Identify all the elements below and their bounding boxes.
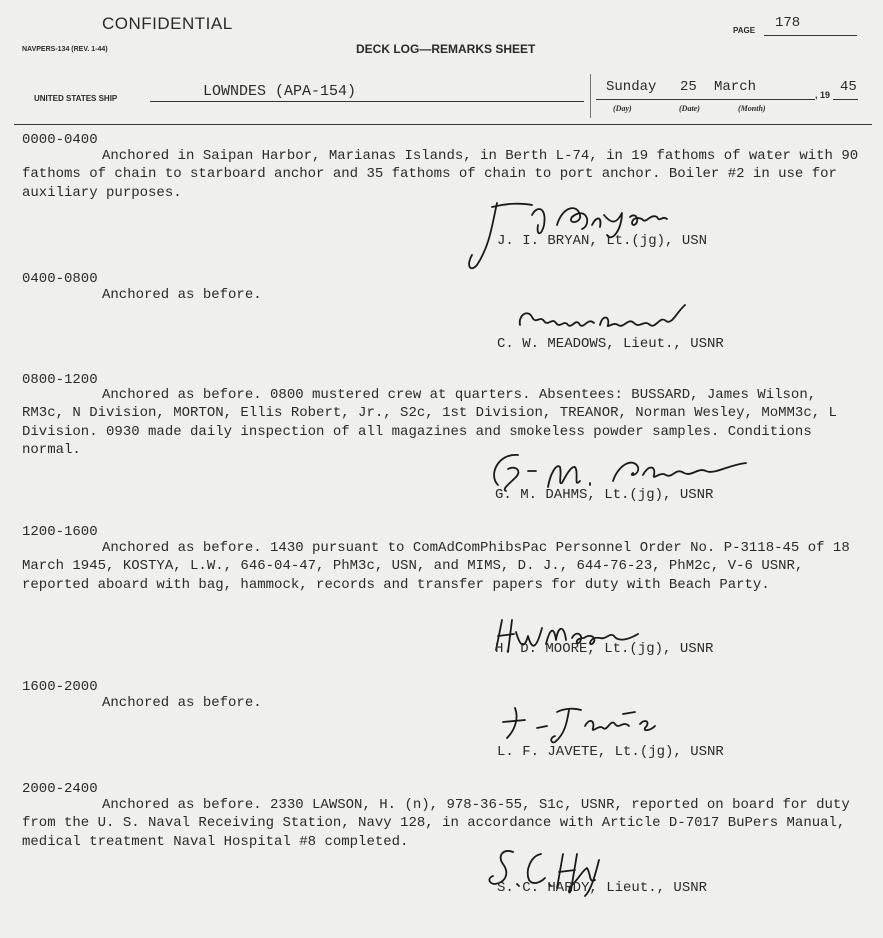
page-number: 178 bbox=[775, 15, 801, 31]
date-value: 25 bbox=[680, 79, 697, 95]
ship-name: LOWNDES (APA-154) bbox=[203, 83, 357, 100]
log-remark: Anchored as before. bbox=[102, 695, 262, 711]
form-title: DECK LOG—REMARKS SHEET bbox=[356, 42, 536, 56]
watch-time: 1200-1600 bbox=[22, 524, 98, 540]
month-caption: (Month) bbox=[738, 104, 766, 113]
officer-signature-name: J. I. BRYAN, Lt.(jg), USN bbox=[497, 233, 708, 249]
classification-label: CONFIDENTIAL bbox=[102, 14, 233, 33]
page-label: PAGE bbox=[733, 26, 756, 35]
watch-time: 0400-0800 bbox=[22, 271, 98, 287]
officer-signature-name: G. M. DAHMS, Lt.(jg), USNR bbox=[495, 487, 714, 503]
header-divider bbox=[590, 74, 591, 118]
watch-time: 1600-2000 bbox=[22, 679, 98, 695]
date-caption: (Date) bbox=[679, 104, 700, 113]
day-value: Sunday bbox=[606, 79, 657, 95]
log-remark: Anchored as before. bbox=[102, 287, 262, 303]
year-value: 45 bbox=[840, 79, 857, 95]
signature-javete bbox=[495, 698, 675, 748]
log-remark: Anchored as before. 0800 mustered crew at quarters. Absentees: BUSSARD, James Wilson, RM3c, N Division, MORTON, Ellis Robert, Jr., S2c, 1st Division, TREANOR, Norman Wesley, MoMM3c, L Division. 0930 made daily inspection of all magazines and smokeless powder samples. Conditions normal. bbox=[22, 387, 837, 458]
watch-time: 2000-2400 bbox=[22, 781, 98, 797]
ship-label: UNITED STATES SHIP bbox=[34, 94, 118, 103]
watch-time: 0800-1200 bbox=[22, 372, 98, 388]
form-number: NAVPERS-134 (REV. 1-44) bbox=[22, 46, 108, 53]
watch-time: 0000-0400 bbox=[22, 132, 98, 148]
month-value: March bbox=[714, 79, 757, 95]
officer-signature-name: S. C. HARDY, Lieut., USNR bbox=[497, 880, 708, 896]
log-remark: Anchored as before. 1430 pursuant to ComAdComPhibsPac Personnel Order No. P-3118-45 of 18 March 1945, KOSTYA, L.W., 646-04-47, PhM3c, USN, and MIMS, D. J., 644-76-23, PhM2c, V-6 USNR, reported aboard with bag, hammock, records and transfer papers for duty with Beach Party. bbox=[22, 540, 850, 593]
year-line bbox=[833, 99, 858, 100]
ship-name-line bbox=[150, 101, 584, 102]
officer-signature-name: C. W. MEADOWS, Lieut., USNR bbox=[497, 336, 724, 352]
officer-signature-name: H. D. MOORE, Lt.(jg), USNR bbox=[495, 641, 714, 657]
day-caption: (Day) bbox=[613, 104, 632, 113]
signature-meadows bbox=[510, 295, 700, 340]
page-number-line bbox=[764, 35, 857, 36]
header-rule bbox=[14, 124, 872, 125]
year-prefix: , 19 bbox=[815, 90, 831, 100]
log-remark: Anchored in Saipan Harbor, Marianas Islands, in Berth L-74, in 19 fathoms of water with 90 fathoms of chain to starboard anchor and 35 fathoms of chain to port anchor. Boiler #2 in use for auxiliary purposes. bbox=[22, 148, 859, 201]
officer-signature-name: L. F. JAVETE, Lt.(jg), USNR bbox=[497, 744, 724, 760]
log-remark: Anchored as before. 2330 LAWSON, H. (n), 978-36-55, S1c, USNR, reported on board for duty from the U. S. Naval Receiving Station, Navy 128, in accordance with Article D-7017 BuPers Manual, medical treatment Naval Hospital #8 completed. bbox=[22, 797, 850, 850]
date-line bbox=[596, 99, 815, 100]
